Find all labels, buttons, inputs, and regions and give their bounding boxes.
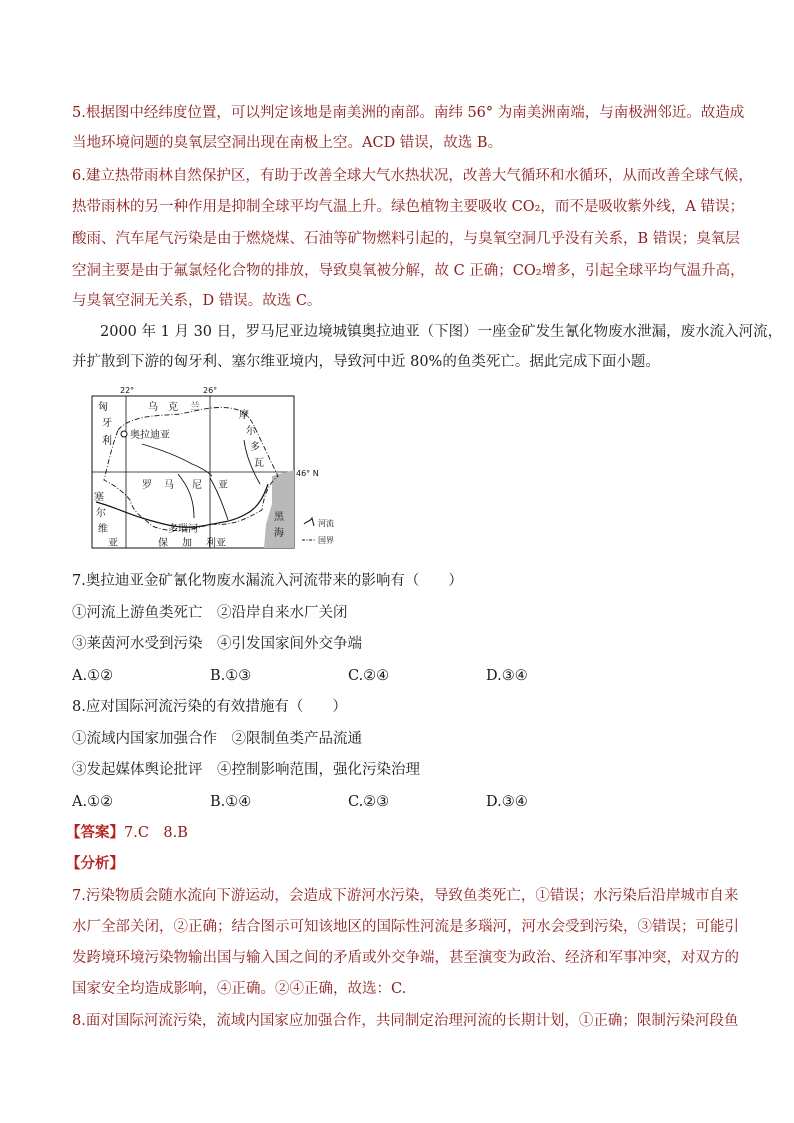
label-moldova-1: 摩 — [239, 410, 249, 421]
map-svg — [82, 384, 372, 556]
para5-line2: 当地环境问题的臭氧层空洞出现在南极上空。ACD 错误，故选 B。 — [72, 135, 503, 151]
analysis-label: 【分析】 — [66, 855, 124, 872]
answer-line — [66, 823, 726, 843]
q7-choice-c: C.②④ — [348, 668, 390, 684]
q7-stem: 7.奥拉迪亚金矿氰化物废水漏流入河流带来的影响有（ ） — [72, 573, 463, 589]
label-romania-4: 亚 — [218, 480, 228, 491]
label-bulgaria-3: 利亚 — [206, 538, 226, 549]
lon-26-label: 26° — [203, 386, 218, 395]
label-ukraine-3: 兰 — [190, 402, 200, 413]
label-serbia-3: 维 — [98, 524, 108, 535]
q7-choice-a: A.①② — [72, 668, 114, 684]
q8-choice-d: D.③④ — [486, 794, 528, 810]
label-ukraine-1: 乌 — [148, 402, 158, 413]
para6-line3: 酸雨、汽车尾气污染是由于燃烧煤、石油等矿物燃料引起的，与臭氧空洞几乎没有关系，B 错误；臭氧层 — [72, 231, 740, 247]
label-ukraine-2: 克 — [168, 402, 178, 413]
q8-options-2: ③发起媒体舆论批评 ④控制影响范围，强化污染治理 — [72, 762, 420, 778]
label-romania-1: 罗 — [142, 480, 152, 491]
lon-22-label: 22° — [120, 386, 135, 395]
legend-border: 国界 — [318, 536, 334, 545]
label-blacksea-2: 海 — [274, 528, 284, 539]
q8-choice-c: C.②③ — [348, 794, 390, 810]
label-moldova-2: 尔 — [246, 426, 256, 437]
answer-value: 7.C 8.B — [124, 825, 188, 841]
q8-stem: 8.应对国际河流污染的有效措施有（ ） — [72, 699, 347, 715]
analysis8-line1: 8.面对国际河流污染，流域内国家应加强合作，共同制定治理河流的长期计划，①正确；限制污染河段鱼 — [72, 1013, 739, 1029]
label-oradea: 奥拉迪亚 — [130, 430, 170, 441]
oradea-marker — [121, 431, 127, 437]
label-hungary-2: 牙 — [102, 418, 112, 429]
q8-choice-b: B.①④ — [210, 794, 252, 810]
para6-line5: 与臭氧空洞无关系，D 错误。故选 C。 — [72, 293, 322, 309]
analysis7-line4: 国家安全均造成影响，④正确。②④正确，故选：C. — [72, 981, 407, 997]
river-legend-icon — [304, 518, 314, 526]
label-danube: 多瑙河 — [168, 524, 198, 535]
label-romania-3: 尼 — [192, 480, 202, 491]
label-serbia-1: 塞 — [94, 492, 104, 503]
label-hungary-1: 匈 — [98, 402, 108, 413]
analysis7-line1: 7.污染物质会随水流向下游运动，会造成下游河水污染，导致鱼类死亡，①错误；水污染后沿岸城市自来 — [72, 888, 739, 904]
analysis7-line3: 发跨境环境污染物输出国与输入国之间的矛盾或外交争端，甚至演变为政治、经济和军事冲突，对双方的 — [72, 950, 739, 966]
q7-options-2: ③莱茵河水受到污染 ④引发国家间外交争端 — [72, 636, 362, 652]
intro-line1: 2000 年 1 月 30 日，罗马尼亚边境城镇奥拉迪亚（下图）一座金矿发生氰化物废水泄漏，废水流入河流， — [100, 324, 783, 340]
label-moldova-4: 瓦 — [254, 458, 264, 469]
para6-line2: 热带雨林的另一种作用是抑制全球平均气温上升。绿色植物主要吸收 CO₂，而不是吸收紫外线，A 错误； — [72, 199, 744, 215]
label-serbia-2: 尔 — [96, 508, 106, 519]
label-hungary-3: 利 — [102, 436, 112, 447]
q7-choice-d: D.③④ — [486, 668, 528, 684]
label-romania-2: 马 — [164, 480, 174, 491]
label-bulgaria-1: 保 — [158, 538, 168, 549]
para6-line4: 空洞主要是由于氟氯烃化合物的排放，导致臭氧被分解，故 C 正确；CO₂增多，引起全球平均气温升高， — [72, 263, 745, 279]
q7-options-1: ①河流上游鱼类死亡 ②沿岸自来水厂关闭 — [72, 605, 348, 621]
lat-46-label: 46° N — [296, 469, 319, 478]
label-blacksea-1: 黑 — [274, 512, 284, 523]
intro-line2: 并扩散到下游的匈牙利、塞尔维亚境内，导致河中近 80%的鱼类死亡。据此完成下面小题。 — [72, 354, 660, 370]
para5-line1: 5.根据图中经纬度位置，可以判定该地是南美洲的南部。南纬 56° 为南美洲南端，与南极洲邻近。故造成 — [72, 105, 745, 121]
q8-options-1: ①流域内国家加强合作 ②限制鱼类产品流通 — [72, 731, 362, 747]
legend-river: 河流 — [318, 519, 334, 528]
label-moldova-3: 多 — [250, 442, 260, 453]
romania-map — [82, 384, 372, 556]
q7-choice-b: B.①③ — [210, 668, 252, 684]
q8-choice-a: A.①② — [72, 794, 114, 810]
answer-label: 【答案】 — [66, 824, 124, 841]
para6-line1: 6.建立热带雨林自然保护区，有助于改善全球大气水热状况，改善大气循环和水循环，从而改善全球气候， — [72, 168, 753, 184]
analysis7-line2: 水厂全部关闭，②正确；结合图示可知该地区的国际性河流是多瑙河，河水会受到污染，③错误；可能引 — [72, 919, 739, 935]
label-serbia-4: 亚 — [108, 538, 118, 549]
label-bulgaria-2: 加 — [182, 538, 192, 549]
